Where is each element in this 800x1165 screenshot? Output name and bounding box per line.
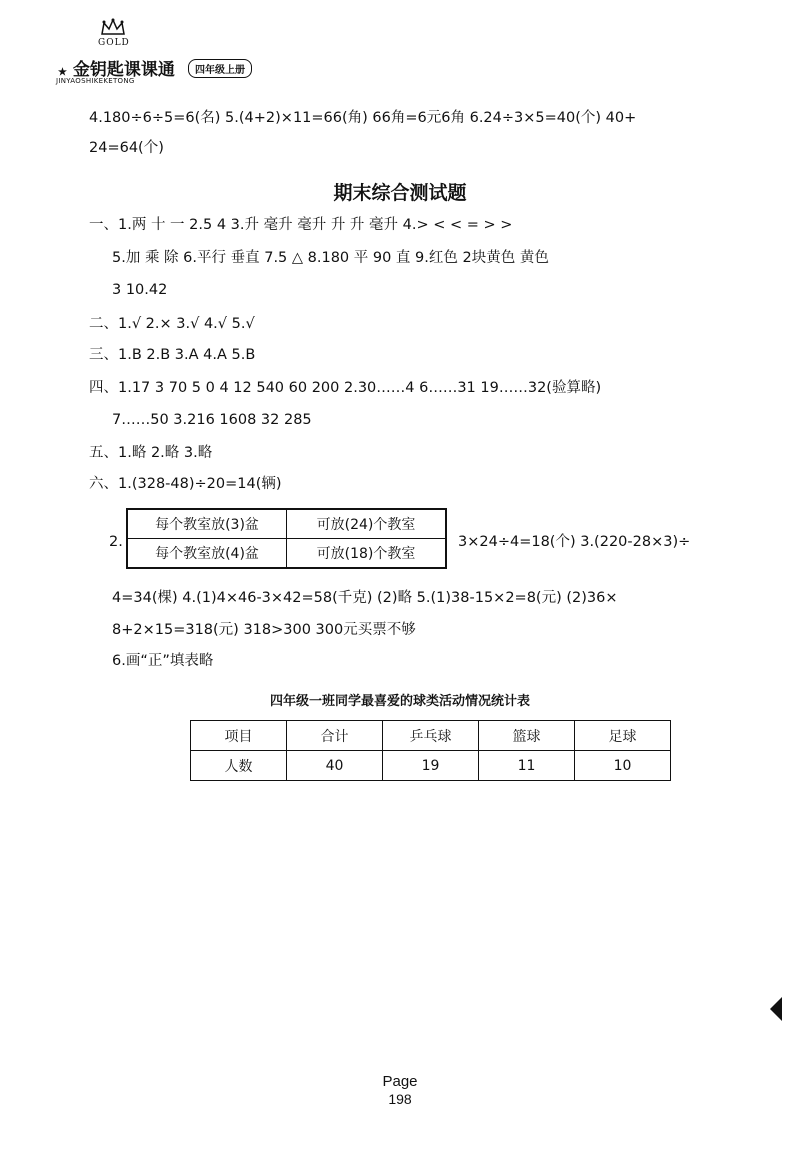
grade-badge: 四年级上册 xyxy=(188,59,252,78)
table-row xyxy=(127,509,446,539)
table-cell: 每个教室放(3)盆 xyxy=(127,509,287,539)
table-header-cell: 篮球 xyxy=(479,721,575,751)
table-cell: 11 xyxy=(479,751,575,781)
part-6-line-b: 4=34(棵) 4.(1)4×46-3×42=58(千克) (2)略 5.(1)38-15×2=8(元) (2)36× xyxy=(112,590,618,606)
table-header-cell: 项目 xyxy=(191,721,287,751)
stats-table xyxy=(190,720,671,781)
brand-pinyin: JINYAOSHIKEKETONG xyxy=(56,77,135,85)
table-cell: 可放(24)个教室 xyxy=(287,509,447,539)
table-cell: 可放(18)个教室 xyxy=(287,539,447,569)
table-cell: 19 xyxy=(383,751,479,781)
part-3-line: 三、1.B 2.B 3.A 4.A 5.B xyxy=(89,347,256,363)
page-label: Page xyxy=(382,1073,418,1090)
part-1-line-c: 3 10.42 xyxy=(112,282,168,298)
brand-gold-label: GOLD xyxy=(98,38,130,48)
table-cell: 每个教室放(4)盆 xyxy=(127,539,287,569)
part-6-line-c: 8+2×15=318(元) 318>300 300元买票不够 xyxy=(112,622,416,638)
page-number: 198 xyxy=(388,1091,412,1107)
brand-name-text: 金钥匙课课通 xyxy=(72,60,175,80)
table-cell: 40 xyxy=(287,751,383,781)
answer-line-1: 4.180÷6÷5=6(名) 5.(4+2)×11=66(角) 66角=6元6角 6.24÷3×5=40(个) 40+ xyxy=(89,110,637,126)
part-6-after-table: 3×24÷4=18(个) 3.(220-28×3)÷ xyxy=(458,534,691,550)
part-1-line-a: 一、1.两 十 一 2.5 4 3.升 毫升 毫升 升 升 毫升 4.> < < = > > xyxy=(89,217,513,233)
table-header-row xyxy=(191,721,671,751)
page-edge-marker-icon xyxy=(770,997,782,1021)
part-1-line-b: 5.加 乘 除 6.平行 垂直 7.5 △ 8.180 平 90 直 9.红色 2块黄色 黄色 xyxy=(112,250,549,266)
part-4-line-b: 7……50 3.216 1608 32 285 xyxy=(112,412,312,428)
classroom-table xyxy=(126,508,447,569)
part-2-line: 二、1.√ 2.× 3.√ 4.√ 5.√ xyxy=(89,316,255,332)
table-cell: 10 xyxy=(575,751,671,781)
crown-icon xyxy=(100,18,126,36)
stats-table-title: 四年级一班同学最喜爱的球类活动情况统计表 xyxy=(269,694,530,709)
answer-line-2: 24=64(个) xyxy=(89,140,164,156)
table-cell: 人数 xyxy=(191,751,287,781)
section-title: 期末综合测试题 xyxy=(333,182,467,204)
star-icon: ★ xyxy=(58,67,67,78)
part-6-table-label: 2. xyxy=(109,534,123,550)
table-header-cell: 足球 xyxy=(575,721,671,751)
table-header-cell: 合计 xyxy=(287,721,383,751)
part-6-line-d: 6.画“正”填表略 xyxy=(112,653,214,669)
table-header-cell: 乒乓球 xyxy=(383,721,479,751)
table-row xyxy=(127,539,446,569)
part-4-line-a: 四、1.17 3 70 5 0 4 12 540 60 200 2.30……4 6……31 19……32(验算略) xyxy=(89,380,602,396)
part-5-line: 五、1.略 2.略 3.略 xyxy=(89,445,213,461)
part-6-line-a: 六、1.(328-48)÷20=14(辆) xyxy=(89,476,282,492)
table-row xyxy=(191,751,671,781)
